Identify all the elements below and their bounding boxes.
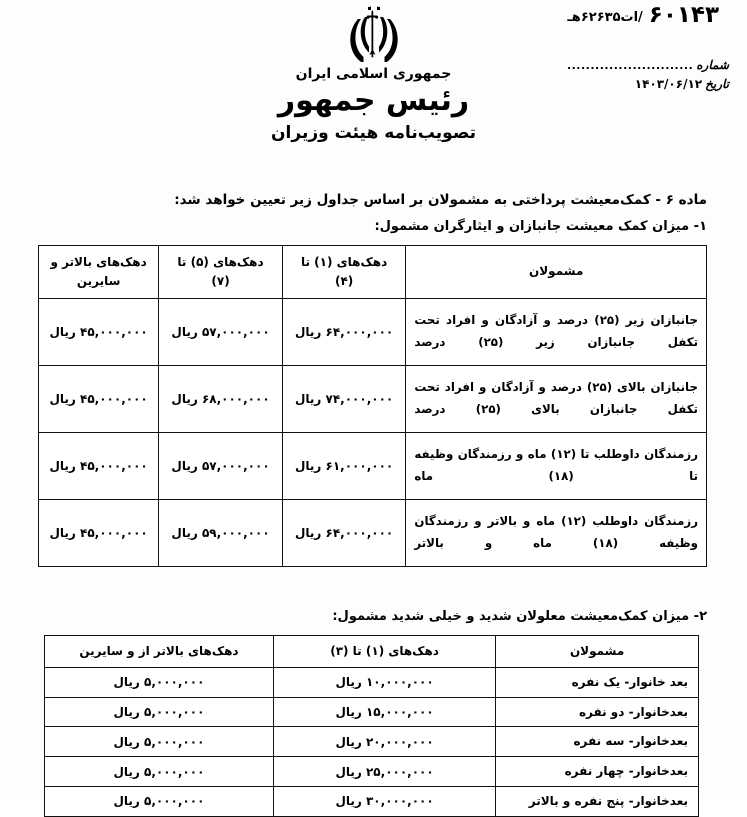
row-amount-decile-1-3: ۲۰,۰۰۰,۰۰۰ ریال xyxy=(273,727,495,757)
row-subject: بعدخانوار- چهار نفره xyxy=(496,757,699,787)
stamp-number-value: ........................... xyxy=(566,59,694,72)
row-amount-decile-higher: ۵,۰۰۰,۰۰۰ ریال xyxy=(45,727,274,757)
row-amount-decile-5-7: ۵۷,۰۰۰,۰۰۰ ریال xyxy=(159,433,283,500)
row-amount-decile-higher: ۴۵,۰۰۰,۰۰۰ ریال xyxy=(39,500,159,567)
row-amount-decile-5-7: ۵۷,۰۰۰,۰۰۰ ریال xyxy=(159,299,283,366)
row-amount-decile-higher: ۵,۰۰۰,۰۰۰ ریال xyxy=(45,697,274,727)
table-row xyxy=(45,787,699,817)
stamp-number-label: شماره xyxy=(696,58,729,72)
section-1-heading: ۱- میزان کمک معیشت جانبازان و ایثارگران مشمول: xyxy=(374,219,707,235)
row-amount-decile-5-7: ۶۸,۰۰۰,۰۰۰ ریال xyxy=(159,366,283,433)
col-header-decile-5-7: دهک‌های (۵) تا (۷) xyxy=(159,245,283,298)
row-amount-decile-higher: ۵,۰۰۰,۰۰۰ ریال xyxy=(45,667,274,697)
row-subject: رزمندگان داوطلب (۱۲) ماه و بالاتر و رزمندگان وظیفه (۱۸) ماه و بالاتر xyxy=(406,500,707,567)
row-amount-decile-1-4: ۷۴,۰۰۰,۰۰۰ ریال xyxy=(282,366,406,433)
col-header-decile-1-3: دهک‌های (۱) تا (۳) xyxy=(273,635,495,667)
row-amount-decile-higher: ۵,۰۰۰,۰۰۰ ریال xyxy=(45,757,274,787)
row-amount-decile-1-3: ۱۰,۰۰۰,۰۰۰ ریال xyxy=(273,667,495,697)
table-row xyxy=(45,697,699,727)
article-6-heading: ماده ۶ - کمک‌معیشت پرداختی به مشمولان بر اساس جداول زیر تعیین خواهد شد: xyxy=(174,192,707,208)
col-header-subject: مشمولان xyxy=(406,245,707,298)
table-row xyxy=(45,757,699,787)
section-2-heading: ۲- میزان کمک‌معیشت معلولان شدید و خیلی شدید مشمول: xyxy=(332,609,707,625)
row-subject: رزمندگان داوطلب تا (۱۲) ماه و رزمندگان وظیفه تا (۱۸) ماه xyxy=(406,433,707,500)
letterhead xyxy=(0,0,747,190)
document-content xyxy=(0,190,747,817)
table-two-wrapper xyxy=(38,635,707,817)
registration-number: ۶۰۱۴۳ xyxy=(648,2,719,28)
government-title: جمهوری اسلامی ایران xyxy=(295,66,452,82)
section-spacer xyxy=(38,573,707,607)
iran-emblem-icon xyxy=(344,6,404,62)
table-veterans-benefits xyxy=(38,245,707,567)
table-row xyxy=(39,366,707,433)
table-row xyxy=(45,667,699,697)
registration-suffix: /ات۶۲۶۳۵هـ xyxy=(567,10,643,25)
row-subject: بعدخانوار- دو نفره xyxy=(496,697,699,727)
table-row xyxy=(39,299,707,366)
cabinet-approval-title: تصویب‌نامه هیئت وزیران xyxy=(271,122,476,143)
col-header-decile-1-4: دهک‌های (۱) تا (۴) xyxy=(282,245,406,298)
row-subject: بعد خانوار- یک نفره xyxy=(496,667,699,697)
row-subject: جانبازان زیر (۲۵) درصد و آزادگان و افراد تحت تکفل جانبازان زیر (۲۵) درصد xyxy=(406,299,707,366)
col-header-subject: مشمولان xyxy=(496,635,699,667)
row-amount-decile-1-3: ۳۰,۰۰۰,۰۰۰ ریال xyxy=(273,787,495,817)
row-amount-decile-higher: ۴۵,۰۰۰,۰۰۰ ریال xyxy=(39,366,159,433)
row-amount-decile-higher: ۴۵,۰۰۰,۰۰۰ ریال xyxy=(39,433,159,500)
row-subject: جانبازان بالای (۲۵) درصد و آزادگان و افراد تحت تکفل جانبازان بالای (۲۵) درصد xyxy=(406,366,707,433)
row-amount-decile-higher: ۵,۰۰۰,۰۰۰ ریال xyxy=(45,787,274,817)
stamp-date-value: ۱۴۰۳/۰۶/۱۲ xyxy=(634,77,703,91)
table-header-row xyxy=(45,635,699,667)
row-amount-decile-1-3: ۱۵,۰۰۰,۰۰۰ ریال xyxy=(273,697,495,727)
table-header-row xyxy=(39,245,707,298)
stamp-date-label: تاریخ xyxy=(705,77,729,91)
table-row xyxy=(39,500,707,567)
col-header-decile-higher: دهک‌های بالاتر از و سایرین xyxy=(45,635,274,667)
row-subject: بعدخانوار- سه نفره xyxy=(496,727,699,757)
row-amount-decile-1-4: ۶۴,۰۰۰,۰۰۰ ریال xyxy=(282,299,406,366)
col-header-decile-higher: دهک‌های بالاتر و سایرین xyxy=(39,245,159,298)
row-amount-decile-1-4: ۶۴,۰۰۰,۰۰۰ ریال xyxy=(282,500,406,567)
table-row xyxy=(45,727,699,757)
emblem-block xyxy=(0,6,747,143)
row-amount-decile-1-4: ۶۱,۰۰۰,۰۰۰ ریال xyxy=(282,433,406,500)
row-subject: بعدخانوار- پنج نفره و بالاتر xyxy=(496,787,699,817)
table-disability-benefits xyxy=(44,635,699,817)
table-row xyxy=(39,433,707,500)
row-amount-decile-1-3: ۲۵,۰۰۰,۰۰۰ ریال xyxy=(273,757,495,787)
president-title: رئیس جمهور xyxy=(277,83,470,118)
row-amount-decile-5-7: ۵۹,۰۰۰,۰۰۰ ریال xyxy=(159,500,283,567)
row-amount-decile-higher: ۴۵,۰۰۰,۰۰۰ ریال xyxy=(39,299,159,366)
